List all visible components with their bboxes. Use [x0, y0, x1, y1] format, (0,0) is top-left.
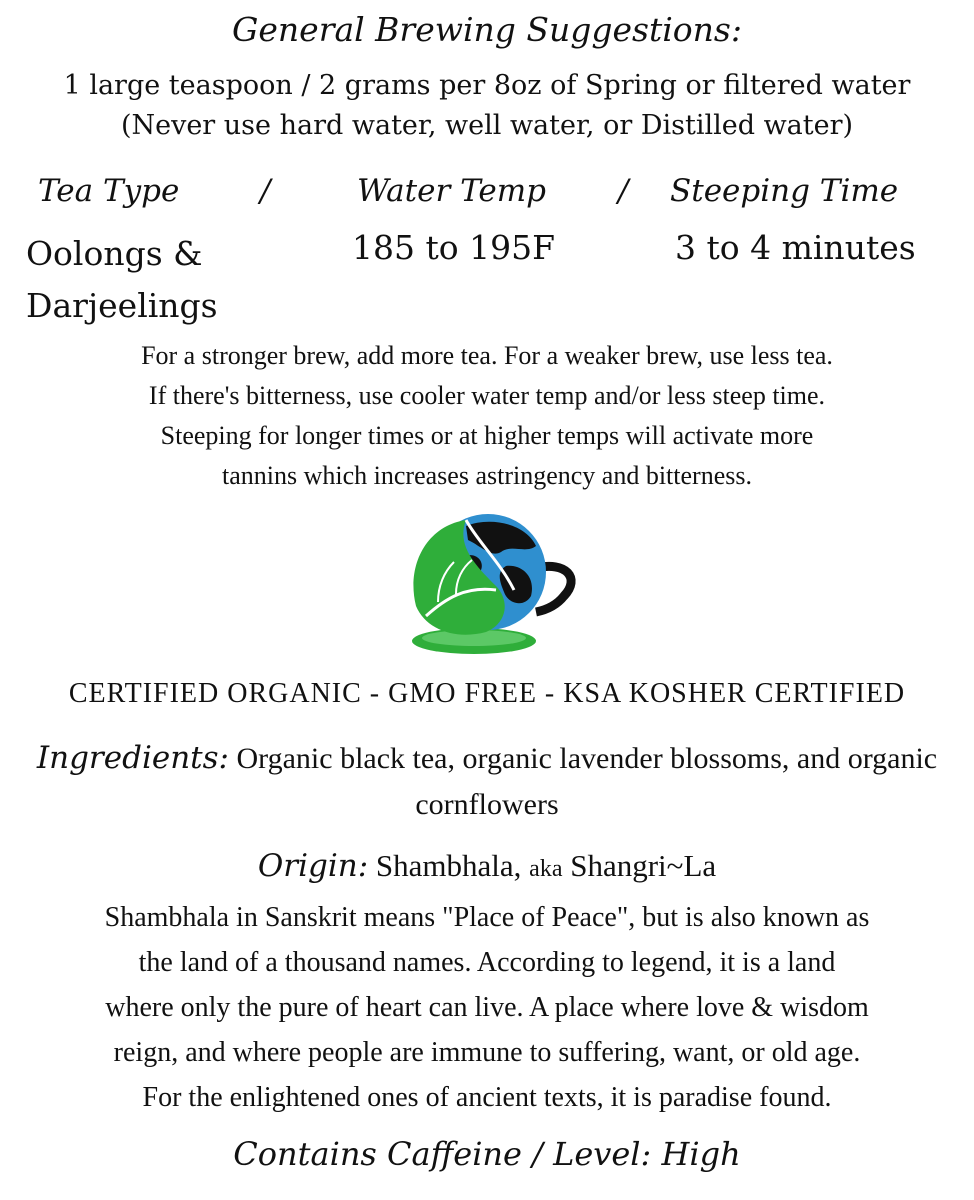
- value-steeping-time: 3 to 4 minutes: [675, 228, 916, 267]
- header-water-temp: Water Temp: [357, 173, 546, 209]
- origin-place: Shambhala,: [375, 848, 522, 883]
- tip-line: Steeping for longer times or at higher temps will activate more: [160, 421, 814, 450]
- origin-legend: [0, 895, 974, 1120]
- legend-line: For the enlightened ones of ancient texts, it is paradise found.: [142, 1082, 832, 1113]
- value-tea-type: Oolongs & Darjeelings: [26, 234, 218, 325]
- ingredients-section: [20, 735, 954, 828]
- caffeine-level: Contains Caffeine / Level: High: [233, 1135, 741, 1173]
- origin-aka: aka: [529, 856, 563, 882]
- globe-leaf-cup-logo: [396, 506, 584, 666]
- tip-line: tannins which increases astringency and bitterness.: [222, 461, 752, 490]
- origin-alt-name: Shangri~La: [570, 848, 717, 883]
- tip-line: For a stronger brew, add more tea. For a weaker brew, use less tea.: [141, 341, 833, 370]
- value-water-temp: 185 to 195F: [352, 228, 555, 267]
- legend-line: Shambhala in Sanskrit means "Place of Peace", but is also known as: [104, 902, 870, 933]
- header-tea-type: Tea Type: [38, 173, 180, 209]
- header-separator: /: [260, 173, 271, 209]
- tip-line: If there's bitterness, use cooler water temp and/or less steep time.: [148, 381, 826, 410]
- brewing-amount: 1 large teaspoon / 2 grams per 8oz of Spring or filtered water: [63, 70, 911, 101]
- water-note: (Never use hard water, well water, or Distilled water): [120, 110, 854, 141]
- header-separator: /: [618, 173, 629, 209]
- legend-line: the land of a thousand names. According to legend, it is a land: [138, 947, 836, 978]
- page-title: General Brewing Suggestions:: [232, 10, 742, 49]
- ingredients-label: Ingredients:: [36, 740, 229, 776]
- origin-label: Origin:: [257, 848, 369, 884]
- legend-line: where only the pure of heart can live. A place where love & wisdom: [105, 992, 869, 1023]
- header-steeping-time: Steeping Time: [670, 173, 899, 209]
- certification-line: CERTIFIED ORGANIC - GMO FREE - KSA KOSHER CERTIFIED: [68, 678, 906, 709]
- origin-line: [0, 848, 974, 884]
- brewing-tips: [0, 336, 974, 496]
- ingredients-text: Organic black tea, organic lavender blossoms, and organic cornflowers: [236, 742, 938, 821]
- legend-line: reign, and where people are immune to suffering, want, or old age.: [113, 1037, 861, 1068]
